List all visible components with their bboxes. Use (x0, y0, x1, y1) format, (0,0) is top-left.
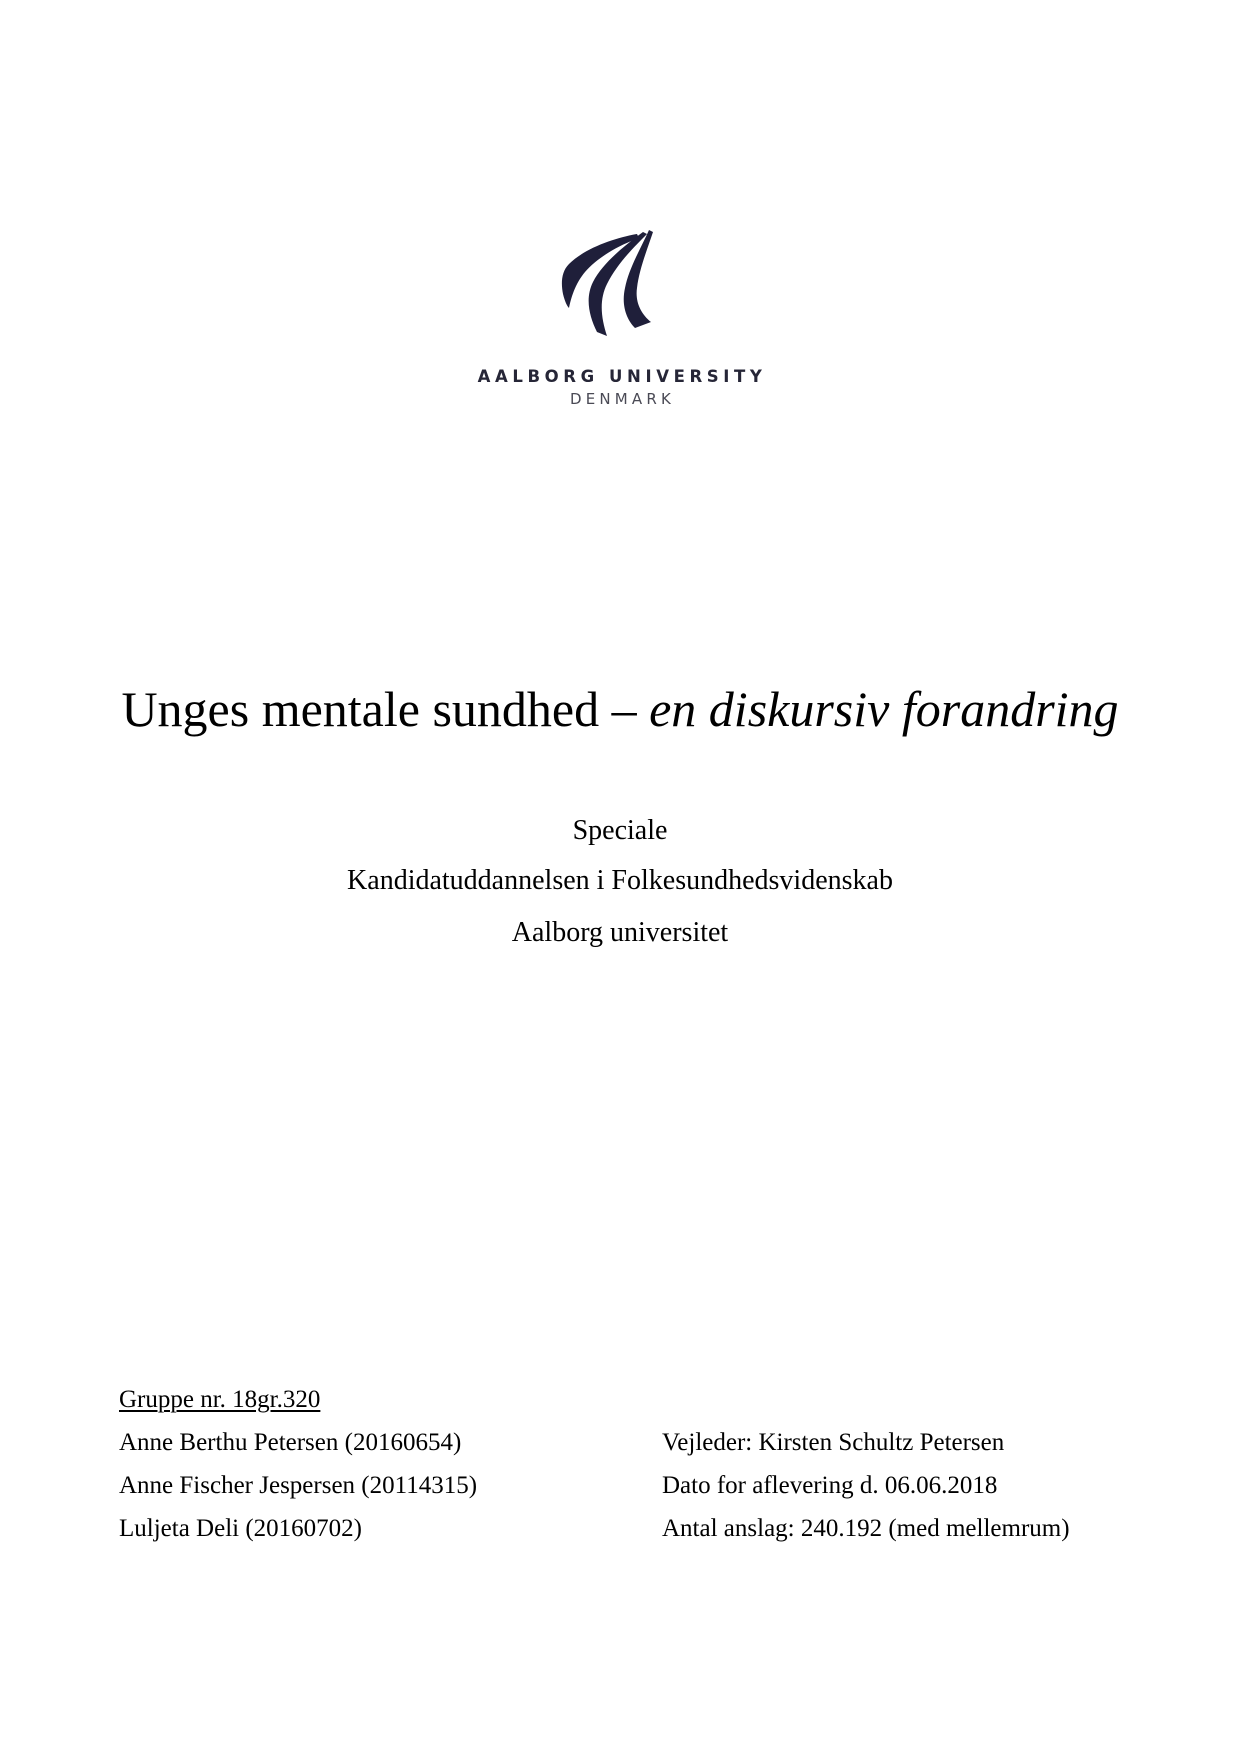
group-number: Gruppe nr. 18gr.320 (119, 1386, 321, 1413)
submission-date: Dato for aflevering d. 06.06.2018 (662, 1472, 998, 1499)
study-program: Kandidatuddannelsen i Folkesundhedsvidenskab (347, 865, 893, 896)
group-member: Luljeta Deli (20160702) (119, 1515, 362, 1542)
logo-university-name: AALBORG UNIVERSITY (477, 367, 767, 386)
group-member: Anne Fischer Jespersen (20114315) (119, 1472, 478, 1499)
university-name: Aalborg universitet (511, 917, 729, 948)
group-info (119, 1378, 477, 1550)
character-count: Antal anslag: 240.192 (med mellemrum) (662, 1515, 1070, 1542)
supervisor: Vejleder: Kirsten Schultz Petersen (662, 1429, 1005, 1456)
university-logo (0, 220, 1240, 420)
title-italic: en diskursiv forandring (649, 681, 1119, 737)
thesis-title (0, 680, 1240, 738)
title-main: Unges mentale sundhed – (121, 681, 650, 737)
thesis-type: Speciale (572, 815, 668, 846)
aau-wave-logo-icon (555, 228, 670, 340)
submission-details (662, 1421, 1070, 1550)
logo-country: DENMARK (569, 390, 676, 408)
group-member: Anne Berthu Petersen (20160654) (119, 1429, 462, 1456)
